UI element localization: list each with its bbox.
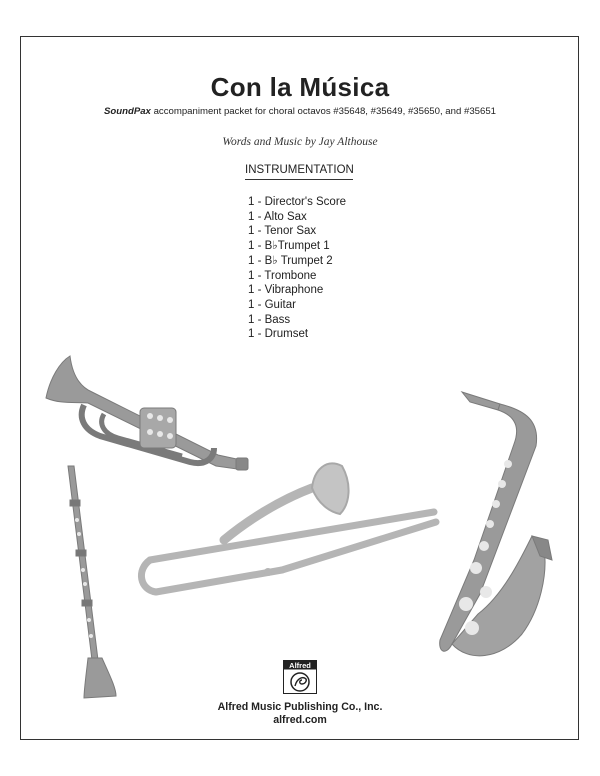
instrumentation-heading: INSTRUMENTATION bbox=[245, 164, 353, 180]
instrument-item: 1 - B♭Trumpet 1 bbox=[248, 240, 330, 253]
page-title: Con la Música bbox=[210, 72, 390, 102]
instrument-item: 1 - Alto Sax bbox=[248, 210, 307, 223]
trombone-illustration bbox=[141, 463, 436, 592]
instrument-item: 1 - Tenor Sax bbox=[248, 225, 317, 238]
subtitle-brand: SoundPax bbox=[103, 106, 151, 117]
trumpet-illustration bbox=[46, 356, 248, 470]
instrument-item: 1 - Bass bbox=[248, 313, 291, 326]
subtitle-text: accompaniment packet for choral octavos #35648, #35649, #35650, and #35651 bbox=[150, 106, 496, 117]
saxophone-illustration bbox=[440, 392, 552, 656]
svg-text:Alfred: Alfred bbox=[289, 661, 311, 670]
publisher-website: alfred.com bbox=[273, 714, 327, 726]
alfred-logo bbox=[283, 660, 317, 694]
instrument-item: 1 - B♭ Trumpet 2 bbox=[248, 254, 333, 267]
composer-credit: Words and Music by Jay Althouse bbox=[222, 136, 378, 148]
instrument-item: 1 - Guitar bbox=[248, 298, 296, 311]
instrument-item: 1 - Drumset bbox=[248, 328, 309, 341]
instrument-item: 1 - Trombone bbox=[248, 269, 317, 282]
instrument-item: 1 - Vibraphone bbox=[248, 284, 324, 297]
clarinet-illustration bbox=[68, 466, 116, 698]
instrument-item: 1 - Director's Score bbox=[248, 196, 347, 208]
publisher-name: Alfred Music Publishing Co., Inc. bbox=[217, 701, 383, 713]
